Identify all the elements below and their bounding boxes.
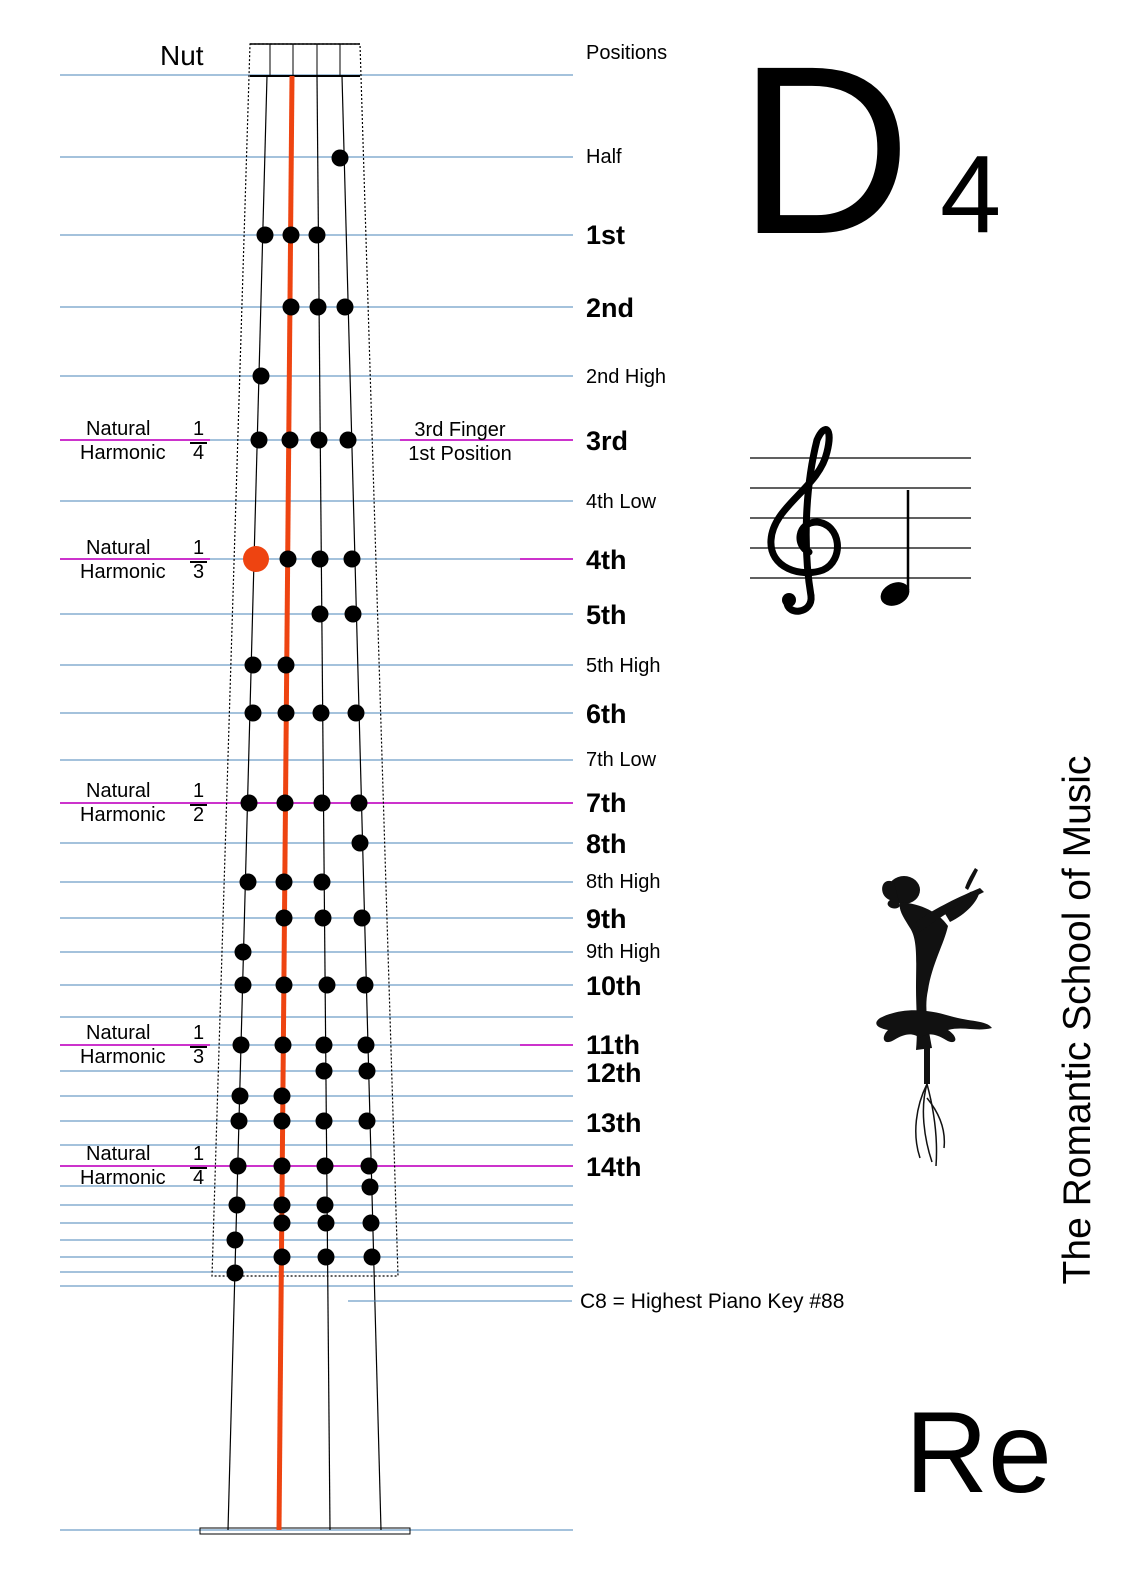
finger-dot [253, 368, 270, 385]
finger-dot [337, 299, 354, 316]
finger-dot [318, 1249, 335, 1266]
position-label: 7th Low [586, 749, 657, 771]
harmonic-label [78, 780, 213, 830]
finger-dot [352, 835, 369, 852]
finger-dot [278, 705, 295, 722]
finger-dot [315, 910, 332, 927]
finger-dot [319, 977, 336, 994]
nut-marks [270, 44, 340, 76]
position-label: Half [586, 146, 622, 168]
finger-dot [230, 1158, 247, 1175]
harmonic-numerator: 1 [193, 780, 205, 802]
harmonic-denominator: 2 [193, 804, 205, 826]
harmonic-label [78, 1143, 213, 1193]
position-label: 2nd [586, 293, 635, 323]
harmonic-denominator: 3 [193, 561, 205, 583]
finger-dot [274, 1215, 291, 1232]
finger-dot [241, 795, 258, 812]
finger-dot [359, 1063, 376, 1080]
position-label: 7th [586, 788, 627, 818]
finger-dot [283, 227, 300, 244]
finger-dot [233, 1037, 250, 1054]
position-label: 10th [586, 971, 642, 1001]
position-label: 13th [586, 1108, 642, 1138]
finger-dot [282, 432, 299, 449]
position-label: 5th High [586, 655, 661, 677]
treble-staff [745, 418, 977, 618]
finger-dot [257, 227, 274, 244]
position-label: 8th [586, 829, 627, 859]
finger-dot [314, 795, 331, 812]
position-label: 4th Low [586, 491, 657, 513]
harmonic-word: Natural [86, 418, 151, 440]
solfege-syllable: Re [905, 1389, 1053, 1517]
harmonic-numerator: 1 [193, 1143, 205, 1165]
finger-dot [276, 874, 293, 891]
finger-dot [312, 606, 329, 623]
harmonic-word: Harmonic [80, 1046, 166, 1068]
piano-key-note: C8 = Highest Piano Key #88 [580, 1290, 845, 1313]
finger-dot [251, 432, 268, 449]
finger-dot [283, 299, 300, 316]
finger-dot [277, 795, 294, 812]
school-name: The Romantic School of Music [1056, 755, 1099, 1285]
position-label: 8th High [586, 871, 661, 893]
position-label: 3rd [586, 426, 629, 456]
harmonic-numerator: 1 [193, 1022, 205, 1044]
harmonic-numerator: 1 [193, 418, 205, 440]
finger-dot [316, 1113, 333, 1130]
finger-dot [278, 657, 295, 674]
finger-dot [348, 705, 365, 722]
finger-dots [227, 150, 381, 1282]
octave-number: 4 [940, 133, 1002, 256]
position-label: 1st [586, 220, 626, 250]
finger-dot [332, 150, 349, 167]
position-label: 14th [586, 1152, 642, 1182]
finger-dot [364, 1249, 381, 1266]
position-label: 6th [586, 699, 627, 729]
finger-dot [274, 1197, 291, 1214]
finger-dot [311, 432, 328, 449]
finger-position-note [400, 418, 520, 466]
finger-dot [314, 874, 331, 891]
finger-dot [274, 1088, 291, 1105]
harmonic-word: Harmonic [80, 804, 166, 826]
finger-dot [351, 795, 368, 812]
finger-dot [316, 1063, 333, 1080]
harmonic-numerator: 1 [193, 537, 205, 559]
finger-dot [318, 1215, 335, 1232]
nut-label: Nut [160, 40, 204, 71]
harmonic-word: Natural [86, 537, 151, 559]
harmonic-denominator: 3 [193, 1046, 205, 1068]
finger-dot [235, 944, 252, 961]
harmonic-word: Harmonic [80, 1167, 166, 1189]
finger-note-line: 1st Position [408, 443, 512, 465]
position-label: 5th [586, 600, 627, 630]
finger-dot [231, 1113, 248, 1130]
harmonic-word: Harmonic [80, 561, 166, 583]
position-label: 4th [586, 545, 627, 575]
finger-dot [274, 1249, 291, 1266]
finger-dot [276, 910, 293, 927]
position-label: 2nd High [586, 366, 667, 388]
harmonic-denominator: 4 [193, 442, 205, 464]
position-label: 9th [586, 904, 627, 934]
harmonic-word: Natural [86, 1143, 151, 1165]
fingerboard-outline [200, 44, 410, 1534]
harmonic-word: Harmonic [80, 442, 166, 464]
finger-dot [317, 1197, 334, 1214]
finger-dot [245, 705, 262, 722]
finger-dot [362, 1179, 379, 1196]
finger-dot [344, 551, 361, 568]
finger-dot [317, 1158, 334, 1175]
harmonic-word: Natural [86, 1022, 151, 1044]
finger-dot [312, 551, 329, 568]
finger-dot [229, 1197, 246, 1214]
harmonic-label [78, 537, 213, 587]
finger-dot [310, 299, 327, 316]
harmonic-label [78, 1022, 213, 1072]
finger-dot [227, 1232, 244, 1249]
finger-dot [340, 432, 357, 449]
finger-dot [363, 1215, 380, 1232]
finger-dot [309, 227, 326, 244]
finger-dot [235, 977, 252, 994]
violinist-silhouette [820, 848, 1020, 1198]
finger-dot [280, 551, 297, 568]
finger-dot [274, 1158, 291, 1175]
position-label: 11th [586, 1030, 641, 1060]
finger-dot [240, 874, 257, 891]
target-note-dot [243, 546, 269, 572]
treble-clef-icon [771, 430, 838, 612]
harmonic-label [78, 418, 213, 468]
finger-dot [274, 1113, 291, 1130]
finger-dot [316, 1037, 333, 1054]
harmonic-denominator: 4 [193, 1167, 205, 1189]
position-label: 12th [586, 1058, 642, 1088]
staff-lines [750, 458, 971, 578]
finger-dot [276, 977, 293, 994]
note-letter: D [738, 16, 912, 284]
finger-dot [358, 1037, 375, 1054]
finger-dot [227, 1265, 244, 1282]
finger-dot [357, 977, 374, 994]
finger-dot [359, 1113, 376, 1130]
finger-dot [354, 910, 371, 927]
positions-title: Positions [586, 42, 668, 64]
finger-dot [345, 606, 362, 623]
position-label: 9th High [586, 941, 661, 963]
finger-dot [275, 1037, 292, 1054]
finger-dot [313, 705, 330, 722]
finger-dot [361, 1158, 378, 1175]
finger-dot [245, 657, 262, 674]
quarter-note-icon [877, 490, 913, 610]
finger-dot [232, 1088, 249, 1105]
finger-note-line: 3rd Finger [414, 419, 506, 441]
harmonic-word: Natural [86, 780, 151, 802]
